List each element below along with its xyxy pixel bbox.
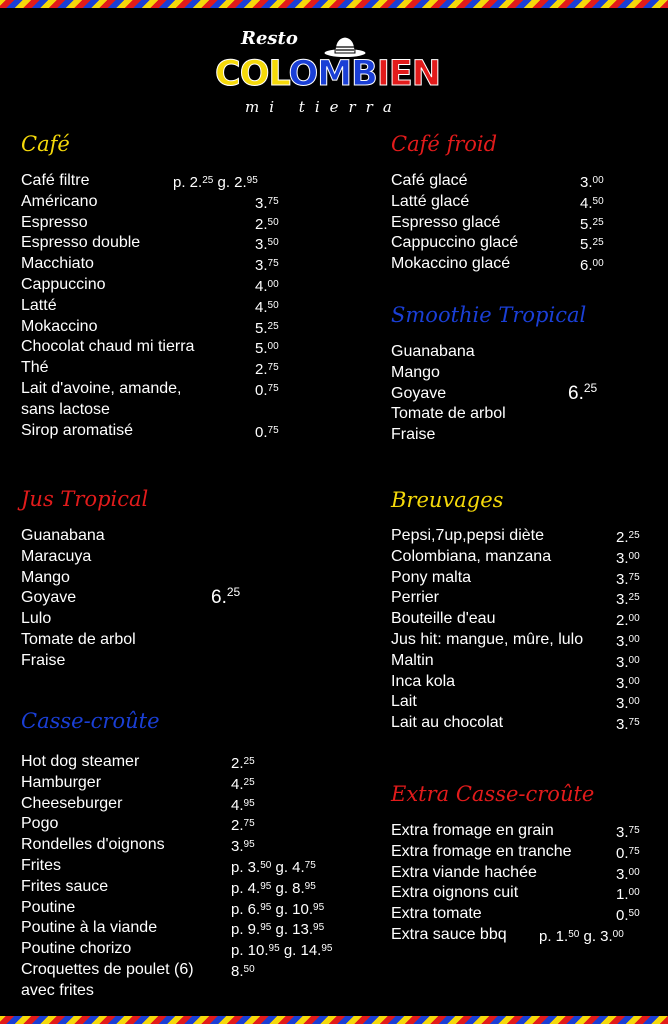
casse-item-price: p. 3.50 g. 4.75 — [231, 859, 316, 876]
casse-item-name: Poutine à la viande — [21, 919, 158, 937]
casse-item-name: Hamburger — [21, 773, 102, 791]
cafe-item-name: sans lactose — [21, 400, 110, 418]
cafe-item-price: 3.50 — [255, 236, 279, 254]
smoothie-flavor: Goyave — [391, 384, 447, 402]
cafe_froid-item-name: Café glacé — [391, 172, 468, 189]
casse-item-price: p. 10.95 g. 14.95 — [231, 942, 333, 960]
casse-item-price: 3.95 — [231, 838, 255, 856]
casse-item-price: 4.25 — [231, 775, 255, 793]
cafe-item-name: Américano — [21, 192, 98, 210]
breuvages-item-price: 3.00 — [616, 633, 640, 650]
casse-title: Casse-croûte — [21, 709, 160, 733]
breuvages-item-price: 3.00 — [616, 674, 640, 692]
casse-item-price: 4.95 — [231, 796, 255, 814]
smoothie-price: 6.25 — [568, 381, 598, 404]
cafe-item-name: Mokaccino — [21, 317, 98, 335]
breuvages-item-name: Jus hit: mangue, mûre, lulo — [391, 631, 584, 648]
breuvages-item-price: 3.75 — [616, 570, 640, 588]
casse-item-price: p. 4.95 g. 8.95 — [231, 879, 316, 897]
cafe-item-price: 4.50 — [255, 298, 279, 316]
top-stripe-border — [0, 0, 668, 8]
breuvages-item-price: 3.00 — [616, 695, 640, 713]
cafe-item-name: Sirop aromatisé — [21, 421, 134, 439]
breuvages-item-name: Lait — [391, 693, 417, 711]
cafe-item-name: Espresso — [21, 213, 88, 231]
cafe-item-price: p. 2.25 g. 2.95 — [173, 174, 258, 191]
cafe-item-price: 0.75 — [255, 382, 279, 399]
jus-flavor: Maracuya — [21, 547, 92, 565]
cafe-item-name: Espresso double — [21, 234, 141, 252]
extra-item-price: 3.00 — [616, 865, 640, 883]
breuvages-item-price: 2.25 — [616, 529, 640, 546]
jus-flavor: Lulo — [21, 610, 52, 628]
breuvages-item-name: Bouteille d'eau — [391, 610, 496, 628]
smoothie-flavor: Tomate de arbol — [391, 405, 506, 423]
breuvages-item-price: 3.00 — [616, 549, 640, 567]
casse-item-price: 8.50 — [231, 963, 255, 980]
cafe-item-price: 2.50 — [255, 215, 279, 233]
casse-item-name: Rondelles d'oignons — [21, 836, 165, 854]
breuvages-item-name: Perrier — [391, 589, 440, 607]
cafe-item-name: Lait d'avoine, amande, — [21, 380, 182, 397]
cafe_froid-item-price: 5.25 — [580, 236, 604, 254]
cafe-item-name: Chocolat chaud mi tierra — [21, 338, 195, 356]
cafe_froid-item-name: Espresso glacé — [391, 213, 501, 231]
extra-item-price: 1.00 — [616, 886, 640, 904]
casse-item-name: avec frites — [21, 981, 94, 999]
smoothie-flavor: Fraise — [391, 426, 436, 444]
logo-brand-text: COLOMBIEN — [215, 54, 441, 94]
cafe-title: Café — [21, 132, 70, 156]
cafe-item-price: 4.00 — [255, 278, 279, 295]
extra-item-name: Extra viande hachée — [391, 863, 537, 881]
cafe-item-name: Macchiato — [21, 255, 94, 273]
cafe_froid-title: Café froid — [391, 132, 498, 156]
breuvages-item-name: Pony malta — [391, 568, 472, 586]
breuvages-item-name: Lait au chocolat — [391, 714, 504, 732]
extra-item-price: 3.75 — [616, 824, 640, 841]
casse-item-name: Poutine — [21, 898, 76, 916]
cafe-item-name: Thé — [21, 359, 49, 377]
smoothie-title: Smoothie Tropical — [391, 303, 587, 327]
logo-resto-text: Resto — [241, 28, 298, 49]
jus-flavor: Mango — [21, 568, 70, 586]
breuvages-item-price: 3.75 — [616, 716, 640, 734]
breuvages-item-price: 3.25 — [616, 591, 640, 609]
cafe_froid-item-price: 4.50 — [580, 194, 604, 212]
jus-price: 6.25 — [211, 585, 241, 608]
casse-item-name: Croquettes de poulet (6) — [21, 961, 194, 978]
cafe-item-price: 5.25 — [255, 319, 279, 337]
cafe-item-price: 2.75 — [255, 361, 279, 379]
cafe_froid-item-price: 3.00 — [580, 174, 604, 191]
extra-item-name: Extra tomate — [391, 905, 482, 923]
casse-item-name: Frites — [21, 857, 61, 874]
cafe_froid-item-name: Mokaccino glacé — [391, 255, 511, 273]
cafe-item-price: 0.75 — [255, 423, 279, 441]
breuvages-item-name: Colombiana, manzana — [391, 547, 552, 565]
cafe-item-name: Latté — [21, 296, 57, 314]
jus-flavor: Fraise — [21, 651, 66, 669]
bottom-stripe-border — [0, 1016, 668, 1024]
breuvages-item-price: 2.00 — [616, 612, 640, 630]
restaurant-logo — [215, 28, 455, 118]
extra-title: Extra Casse-croûte — [391, 782, 595, 806]
smoothie-flavor: Guanabana — [391, 343, 475, 360]
cafe-item-price: 3.75 — [255, 257, 279, 275]
smoothie-flavor: Mango — [391, 363, 440, 381]
breuvages-item-name: Maltin — [391, 651, 434, 669]
cafe_froid-item-name: Cappuccino glacé — [391, 234, 519, 252]
casse-item-price: 2.75 — [231, 817, 255, 835]
casse-item-name: Pogo — [21, 815, 59, 833]
cafe_froid-item-price: 6.00 — [580, 257, 604, 275]
extra-item-name: Extra fromage en grain — [391, 822, 554, 839]
jus-flavor: Goyave — [21, 589, 77, 607]
extra-item-name: Extra sauce bbq — [391, 926, 507, 943]
casse-item-name: Poutine chorizo — [21, 940, 132, 958]
breuvages-title: Breuvages — [391, 488, 504, 512]
breuvages-item-name: Pepsi,7up,pepsi diète — [391, 527, 544, 544]
cafe-item-name: Cappuccino — [21, 276, 106, 293]
extra-item-name: Extra fromage en tranche — [391, 842, 572, 860]
casse-item-price: p. 9.95 g. 13.95 — [231, 921, 325, 939]
breuvages-item-name: Inca kola — [391, 672, 456, 690]
casse-item-name: Frites sauce — [21, 877, 109, 895]
extra-item-price: 0.50 — [616, 907, 640, 925]
extra-item-name: Extra oignons cuit — [391, 884, 519, 902]
logo-subtitle: mi tierra — [245, 98, 402, 116]
casse-item-name: Cheeseburger — [21, 794, 123, 812]
cafe-item-name: Café filtre — [21, 172, 90, 189]
jus-flavor: Tomate de arbol — [21, 631, 136, 648]
cafe_froid-item-name: Latté glacé — [391, 192, 470, 210]
cafe-item-price: 3.75 — [255, 194, 279, 212]
cafe-item-price: 5.00 — [255, 340, 279, 358]
casse-item-price: 2.25 — [231, 755, 255, 772]
extra-item-price: 0.75 — [616, 844, 640, 862]
jus-title: Jus Tropical — [21, 487, 149, 511]
cafe_froid-item-price: 5.25 — [580, 215, 604, 233]
casse-item-name: Hot dog steamer — [21, 753, 140, 770]
breuvages-item-price: 3.00 — [616, 653, 640, 671]
casse-item-price: p. 6.95 g. 10.95 — [231, 900, 325, 918]
extra-item-price: p. 1.50 g. 3.00 — [539, 928, 624, 945]
jus-flavor: Guanabana — [21, 527, 105, 544]
